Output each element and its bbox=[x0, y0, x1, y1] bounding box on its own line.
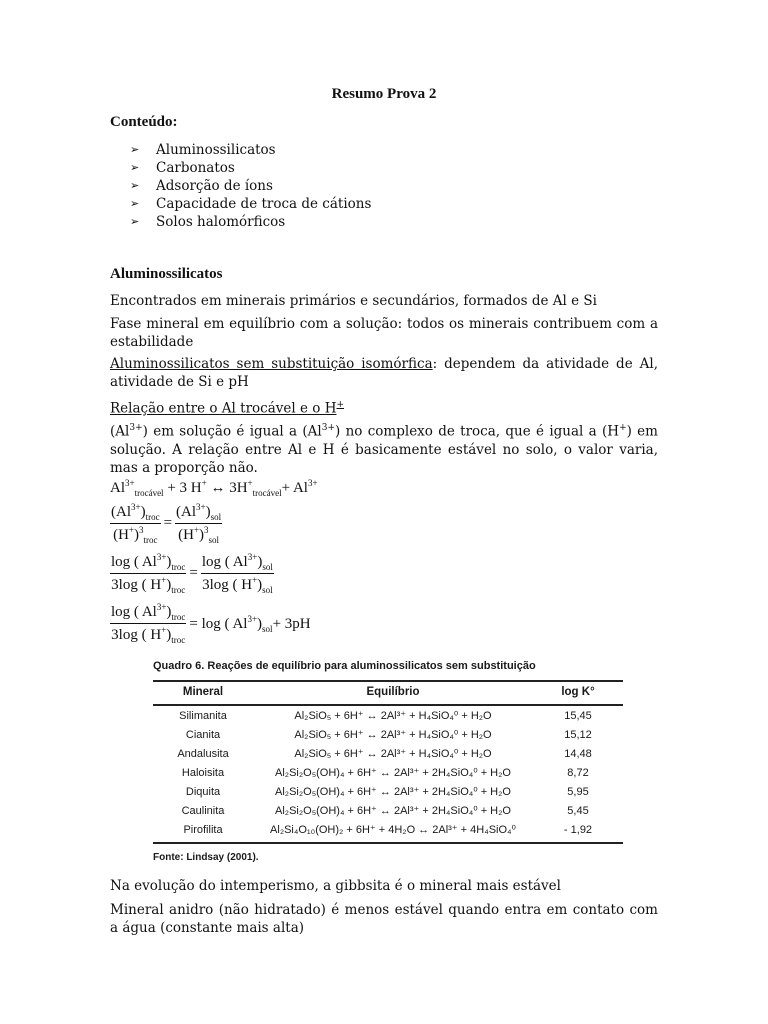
equation-log-ratio: $\frac{\log ( Al^{3+})_{troc}}{3\log ( H^+)_{troc}}$ = $\frac{\log ( Al^{3+})_{sol}}{3\log ( H^+)_{sol}}$ bbox=[111, 552, 273, 595]
paragraph: Na evolução do intemperismo, a gibbsita é o mineral mais estável bbox=[110, 878, 561, 894]
column-header: Mineral bbox=[153, 681, 253, 705]
arrow-bullet-icon: ➢ bbox=[130, 161, 140, 174]
equation-exchange-reaction: $Al^{3+}_{trocável} + 3$ H+ ↔ $3H^+_{trocável}+ Al^{3+}$ bbox=[110, 478, 318, 498]
column-header: log K° bbox=[533, 681, 623, 705]
table-row: Silimanita Al₂SiO₅ + 6H⁺ ↔ 2Al³⁺ + H₄SiO₄⁰ + H₂O 15,45 bbox=[179, 709, 592, 722]
equation-ratio: $\frac{(Al^{3+})_{troc}}{(H^+)^3_{troc}}$ = $\frac{(Al^{3+})_{sol}}{(H^+)^3_{sol}}$ bbox=[111, 502, 222, 545]
list-item: ➢ Solos halomórficos bbox=[130, 214, 286, 230]
arrow-bullet-icon: ➢ bbox=[130, 197, 140, 210]
list-item: ➢ Capacidade de troca de cátions bbox=[130, 196, 372, 212]
underlined-text: Aluminossilicatos sem substituição isomórfica bbox=[110, 356, 433, 372]
paragraph: Fase mineral em equilíbrio com a solução: todos os minerais contribuem com a estabilidade bbox=[110, 316, 658, 350]
underlined-text: Relação entre o Al trocável e o H bbox=[110, 400, 337, 417]
conteudo-heading: Conteúdo: bbox=[110, 114, 178, 130]
arrow-bullet-icon: ➢ bbox=[130, 215, 140, 228]
paragraph: Mineral anidro (não hidratado) é menos estável quando entra em contato com a água (constante mais alta) bbox=[110, 902, 658, 936]
list-item: ➢ Aluminossilicatos bbox=[130, 142, 276, 158]
arrow-bullet-icon: ➢ bbox=[130, 143, 140, 156]
document-title: Resumo Prova 2 bbox=[331, 86, 437, 102]
table-row: Pirofilita Al₂Si₄O₁₀(OH)₂ + 6H⁺ + 4H₂O ↔ 2Al³⁺ + 4H₄SiO₄⁰ - 1,92 bbox=[153, 820, 623, 843]
table-row: Caulinita Al₂Si₂O₅(OH)₄ + 6H⁺ ↔ 2Al³⁺ + 2H₄SiO₄⁰ + H₂O 5,45 bbox=[181, 804, 589, 817]
table-row: Cianita Al₂SiO₅ + 6H⁺ ↔ 2Al³⁺ + H₄SiO₄⁰ + H₂O 15,12 bbox=[185, 728, 592, 741]
paragraph: Relação entre o Al trocável e o H+ bbox=[110, 400, 345, 417]
figure-title: Quadro 6. Reações de equilíbrio para aluminossilicatos sem substituição bbox=[153, 660, 536, 672]
section-heading: Aluminossilicatos bbox=[110, 266, 223, 282]
paragraph: $(Al^{3+})$ em solução é igual a $(Al^{3+})$ no complexo de troca, que é igual a (H+) em solução. A relação entre Al e H é basicamente estável no solo, o valor varia, mas a proporção não. bbox=[110, 423, 658, 476]
paragraph: Aluminossilicatos sem substituição isomórfica: dependem da atividade de Al, atividade de Si e pH bbox=[110, 356, 658, 390]
list-item: ➢ Carbonatos bbox=[130, 160, 235, 176]
arrow-bullet-icon: ➢ bbox=[130, 179, 140, 192]
equilibrium-table bbox=[153, 680, 623, 844]
table-row: Andalusita Al₂SiO₅ + 6H⁺ ↔ 2Al³⁺ + H₄SiO₄⁰ + H₂O 14,48 bbox=[177, 747, 592, 760]
figure-source: Fonte: Lindsay (2001). bbox=[153, 852, 259, 863]
equilibrium-table-figure bbox=[153, 660, 623, 863]
table-row: Haloisita Al₂Si₂O₅(OH)₄ + 6H⁺ ↔ 2Al³⁺ + 2H₄SiO₄⁰ + H₂O 8,72 bbox=[181, 766, 589, 779]
equation-log-ph: $\frac{\log ( Al^{3+})_{troc}}{3\log ( H^+)_{troc}}$ = log ( $Al^{3+})_{sol}+ 3pH$ bbox=[111, 602, 311, 645]
table-row: Diquita Al₂Si₂O₅(OH)₄ + 6H⁺ ↔ 2Al³⁺ + 2H₄SiO₄⁰ + H₂O 5,95 bbox=[185, 785, 589, 798]
list-item: ➢ Adsorção de íons bbox=[130, 178, 273, 194]
column-header: Equilíbrio bbox=[253, 681, 533, 705]
paragraph: Encontrados em minerais primários e secundários, formados de Al e Si bbox=[110, 293, 597, 309]
conteudo-list bbox=[130, 141, 371, 231]
